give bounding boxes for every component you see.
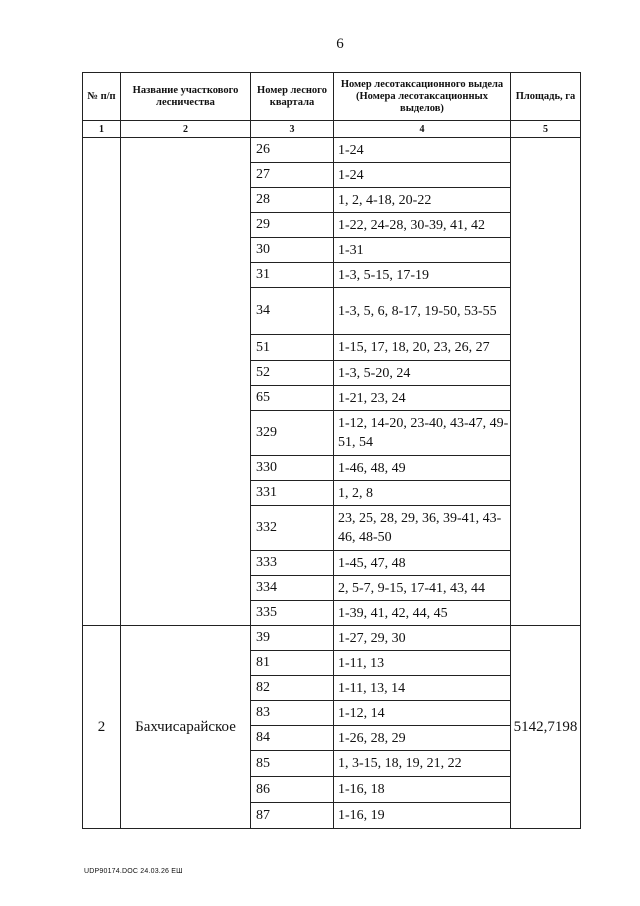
column-number-row (83, 121, 581, 138)
kvartal-number: 329 (251, 411, 334, 456)
kvartal-number: 333 (251, 551, 334, 576)
vydel-numbers: 1-15, 17, 18, 20, 23, 26, 27 (334, 335, 511, 361)
table-body (83, 138, 581, 829)
kvartal-number: 29 (251, 213, 334, 238)
kvartal-number: 28 (251, 188, 334, 213)
forestry-name: Бахчисарайское (121, 626, 251, 829)
kvartal-number: 30 (251, 238, 334, 263)
column-number: 2 (121, 121, 251, 138)
header-area: Площадь, га (511, 73, 581, 121)
kvartal-number: 84 (251, 726, 334, 751)
vydel-numbers: 1-16, 18 (334, 777, 511, 803)
kvartal-number: 26 (251, 138, 334, 163)
kvartal-number: 34 (251, 288, 334, 335)
vydel-numbers: 23, 25, 28, 29, 36, 39-41, 43-46, 48-50 (334, 506, 511, 551)
vydel-numbers: 1-27, 29, 30 (334, 626, 511, 651)
vydel-numbers: 1-12, 14 (334, 701, 511, 726)
kvartal-number: 86 (251, 777, 334, 803)
kvartal-number: 31 (251, 263, 334, 288)
vydel-numbers: 1-26, 28, 29 (334, 726, 511, 751)
kvartal-number: 85 (251, 751, 334, 777)
kvartal-number: 335 (251, 601, 334, 626)
column-number: 4 (334, 121, 511, 138)
column-number: 5 (511, 121, 581, 138)
vydel-numbers: 1-11, 13, 14 (334, 676, 511, 701)
vydel-numbers: 1-22, 24-28, 30-39, 41, 42 (334, 213, 511, 238)
vydel-numbers: 1-31 (334, 238, 511, 263)
kvartal-number: 65 (251, 386, 334, 411)
vydel-numbers: 1-3, 5-20, 24 (334, 361, 511, 386)
kvartal-number: 330 (251, 456, 334, 481)
vydel-numbers: 1-3, 5, 6, 8-17, 19-50, 53-55 (334, 288, 511, 335)
header-name: Название участкового лесничества (121, 73, 251, 121)
vydel-numbers: 1-46, 48, 49 (334, 456, 511, 481)
vydel-numbers: 1-3, 5-15, 17-19 (334, 263, 511, 288)
kvartal-number: 332 (251, 506, 334, 551)
vydel-numbers: 1-21, 23, 24 (334, 386, 511, 411)
header-num: № п/п (83, 73, 121, 121)
vydel-numbers: 1-24 (334, 138, 511, 163)
table-row (83, 138, 581, 163)
kvartal-number: 81 (251, 651, 334, 676)
kvartal-number: 39 (251, 626, 334, 651)
vydel-numbers: 1-12, 14-20, 23-40, 43-47, 49-51, 54 (334, 411, 511, 456)
kvartal-number: 27 (251, 163, 334, 188)
row-number (83, 138, 121, 626)
vydel-numbers: 1-24 (334, 163, 511, 188)
forest-table (82, 72, 581, 829)
kvartal-number: 331 (251, 481, 334, 506)
vydel-numbers: 1-11, 13 (334, 651, 511, 676)
page-number: 6 (336, 36, 344, 52)
column-number: 1 (83, 121, 121, 138)
vydel-numbers: 1, 2, 8 (334, 481, 511, 506)
header-row (83, 73, 581, 121)
area-value (511, 138, 581, 626)
vydel-numbers: 2, 5-7, 9-15, 17-41, 43, 44 (334, 576, 511, 601)
vydel-numbers: 1-45, 47, 48 (334, 551, 511, 576)
vydel-numbers: 1-16, 19 (334, 803, 511, 829)
table-row (83, 626, 581, 651)
area-value: 5142,7198 (511, 626, 581, 829)
kvartal-number: 82 (251, 676, 334, 701)
footer-code: UDP90174.DOC 24.03.26 ЕШ (84, 868, 183, 875)
vydel-numbers: 1, 2, 4-18, 20-22 (334, 188, 511, 213)
row-number: 2 (83, 626, 121, 829)
column-number: 3 (251, 121, 334, 138)
header-kvartal: Номер лесного квартала (251, 73, 334, 121)
vydel-numbers: 1, 3-15, 18, 19, 21, 22 (334, 751, 511, 777)
vydel-numbers: 1-39, 41, 42, 44, 45 (334, 601, 511, 626)
forestry-name (121, 138, 251, 626)
header-vydel: Номер лесотаксационного выдела (Номера лесотаксационных выделов) (334, 73, 511, 121)
kvartal-number: 52 (251, 361, 334, 386)
kvartal-number: 87 (251, 803, 334, 829)
kvartal-number: 334 (251, 576, 334, 601)
kvartal-number: 83 (251, 701, 334, 726)
kvartal-number: 51 (251, 335, 334, 361)
